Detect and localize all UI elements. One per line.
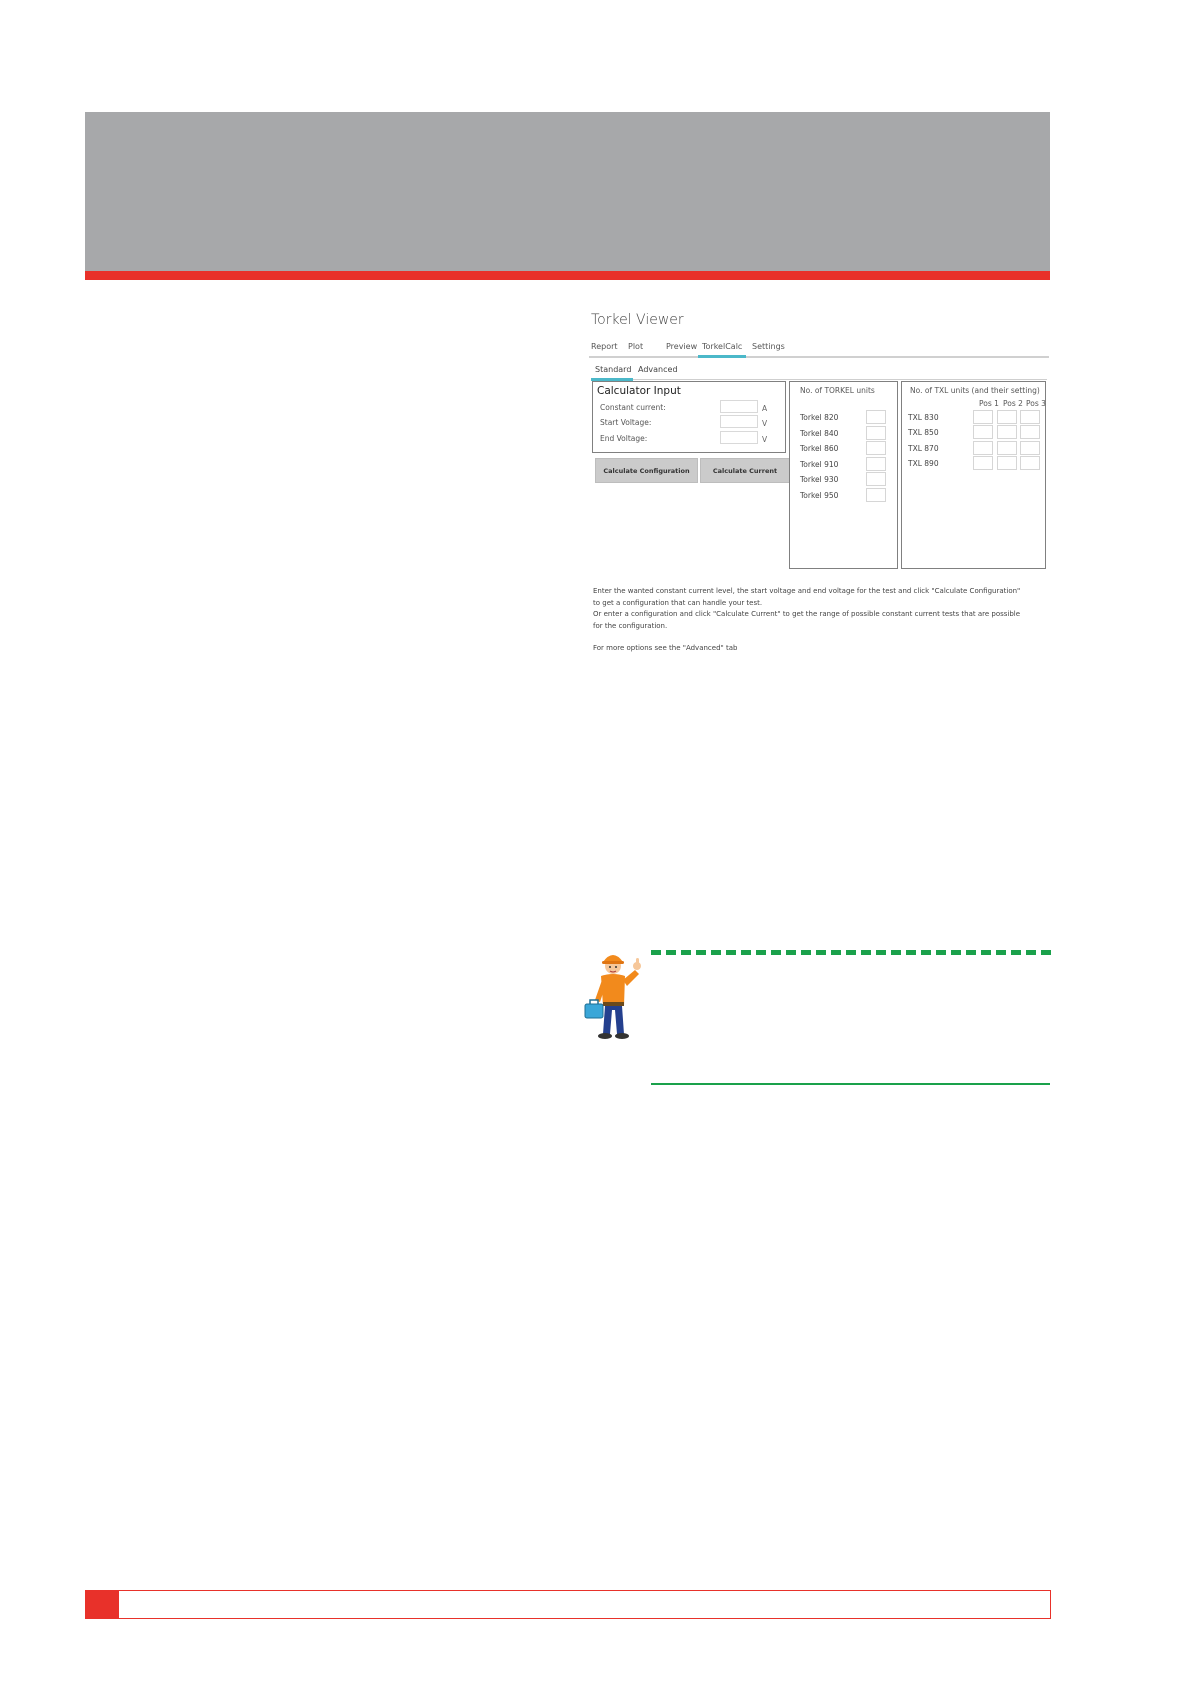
torkel-unit-count-input[interactable] xyxy=(866,441,886,455)
torkel-unit-count-input[interactable] xyxy=(866,488,886,502)
txl-pos3-input[interactable] xyxy=(1020,441,1040,455)
end-voltage-label: End Voltage: xyxy=(600,434,648,443)
subtab-standard[interactable]: Standard xyxy=(595,365,632,374)
start-voltage-unit: V xyxy=(762,419,768,428)
instruction-line: For more options see the "Advanced" tab xyxy=(593,644,738,652)
txl-units-header: No. of TXL units (and their setting) xyxy=(910,386,1040,395)
txl-pos2-header: Pos 2 xyxy=(1003,399,1023,408)
torkel-unit-label: Torkel 820 xyxy=(800,413,839,422)
torkel-unit-count-input[interactable] xyxy=(866,472,886,486)
subtab-line xyxy=(591,379,1047,380)
instruction-line: Enter the wanted constant current level, the start voltage and end voltage for the test and click "Calculate Configuration" xyxy=(593,587,1021,595)
tab-preview[interactable]: Preview xyxy=(666,342,698,351)
worker-thumbs-up-icon xyxy=(583,948,643,1040)
txl-pos2-input[interactable] xyxy=(997,425,1017,439)
txl-pos2-input[interactable] xyxy=(997,441,1017,455)
header-stripe xyxy=(85,271,1050,280)
txl-unit-label: TXL 850 xyxy=(908,428,939,437)
subtab-advanced[interactable]: Advanced xyxy=(638,365,678,374)
tab-report[interactable]: Report xyxy=(591,342,618,351)
torkel-unit-label: Torkel 840 xyxy=(800,429,839,438)
txl-pos3-header: Pos 3 xyxy=(1026,399,1046,408)
torkel-unit-label: Torkel 950 xyxy=(800,491,839,500)
start-voltage-label: Start Voltage: xyxy=(600,418,652,427)
txl-pos3-input[interactable] xyxy=(1020,410,1040,424)
txl-pos2-input[interactable] xyxy=(997,456,1017,470)
tab-bar-line xyxy=(589,356,1049,358)
torkel-unit-count-input[interactable] xyxy=(866,410,886,424)
constant-current-unit: A xyxy=(762,404,768,413)
txl-pos3-input[interactable] xyxy=(1020,425,1040,439)
end-voltage-unit: V xyxy=(762,435,768,444)
tab-settings[interactable]: Settings xyxy=(752,342,785,351)
torkel-units-header: No. of TORKEL units xyxy=(800,386,875,395)
tab-plot[interactable]: Plot xyxy=(628,342,644,351)
note-bottom-border xyxy=(651,1083,1050,1085)
txl-pos1-input[interactable] xyxy=(973,425,993,439)
footer-frame xyxy=(119,1590,1051,1619)
end-voltage-input[interactable] xyxy=(720,431,758,444)
txl-unit-label: TXL 870 xyxy=(908,444,939,453)
txl-pos3-input[interactable] xyxy=(1020,456,1040,470)
txl-pos1-header: Pos 1 xyxy=(979,399,999,408)
torkel-unit-label: Torkel 860 xyxy=(800,444,839,453)
torkel-unit-label: Torkel 910 xyxy=(800,460,839,469)
header-band xyxy=(85,112,1050,271)
txl-pos1-input[interactable] xyxy=(973,456,993,470)
instruction-line: to get a configuration that can handle your test. xyxy=(593,599,763,607)
calculate-configuration-button[interactable]: Calculate Configuration xyxy=(595,458,698,483)
tab-torkelcalc[interactable]: TorkelCalc xyxy=(702,342,743,351)
instruction-line: Or enter a configuration and click "Calculate Current" to get the range of possible constant current tests that are possible xyxy=(593,610,1021,618)
constant-current-label: Constant current: xyxy=(600,403,666,412)
txl-unit-label: TXL 890 xyxy=(908,459,939,468)
start-voltage-input[interactable] xyxy=(720,415,758,428)
calculator-title: Calculator Input xyxy=(597,385,681,397)
active-tab-indicator xyxy=(698,355,746,358)
app-title: Torkel Viewer xyxy=(591,312,684,328)
torkel-unit-count-input[interactable] xyxy=(866,457,886,471)
torkel-unit-label: Torkel 930 xyxy=(800,475,839,484)
txl-pos1-input[interactable] xyxy=(973,441,993,455)
calculate-current-button[interactable]: Calculate Current xyxy=(700,458,790,483)
note-top-border xyxy=(651,950,1051,955)
footer-page-marker xyxy=(85,1590,119,1619)
txl-pos2-input[interactable] xyxy=(997,410,1017,424)
constant-current-input[interactable] xyxy=(720,400,758,413)
txl-unit-label: TXL 830 xyxy=(908,413,939,422)
instruction-line: for the configuration. xyxy=(593,622,668,630)
torkel-unit-count-input[interactable] xyxy=(866,426,886,440)
txl-pos1-input[interactable] xyxy=(973,410,993,424)
